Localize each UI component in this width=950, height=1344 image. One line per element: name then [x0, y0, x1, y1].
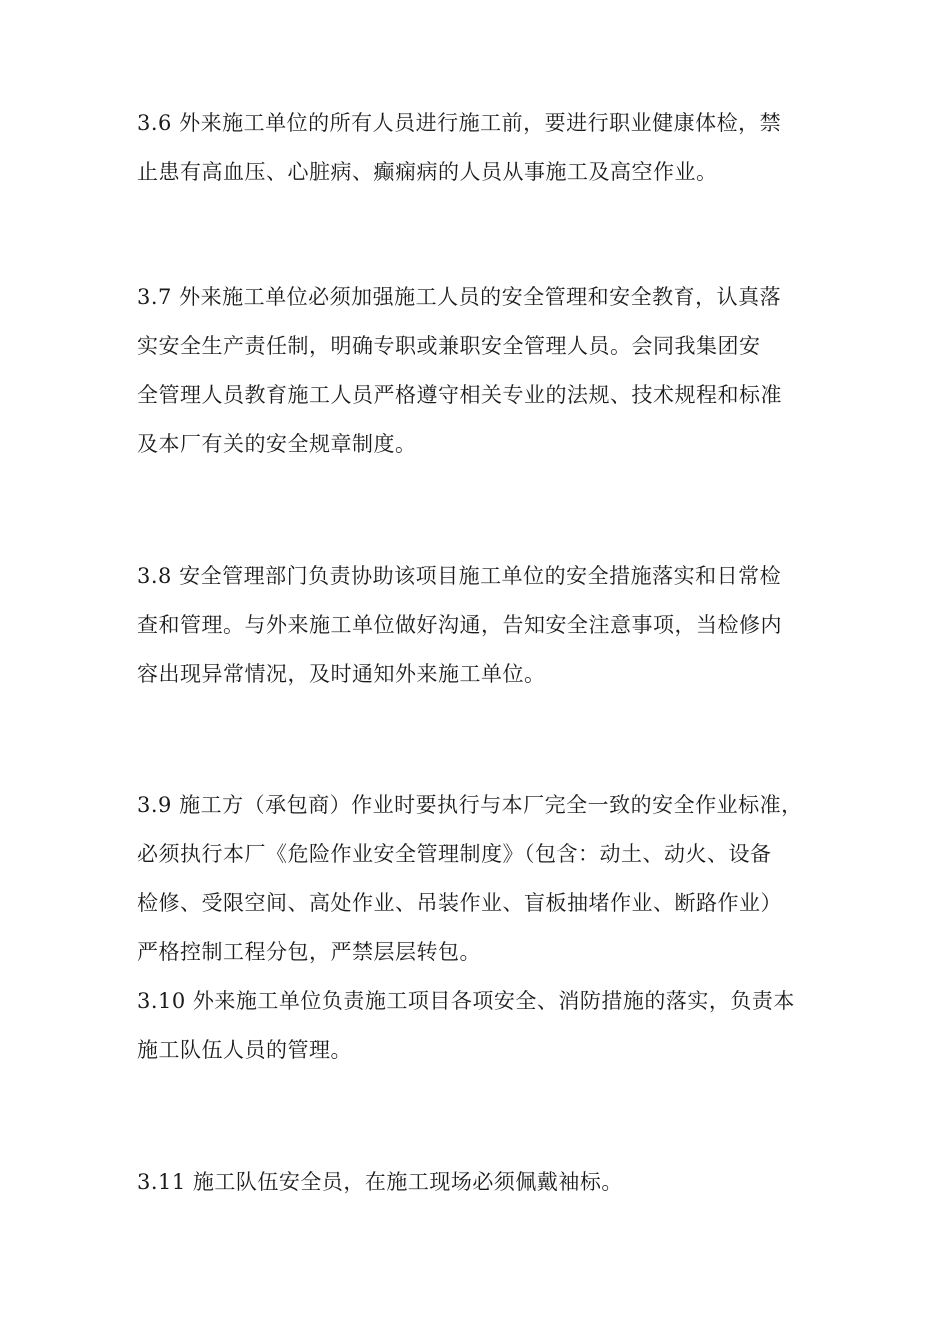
text-line: 3.8 安全管理部门负责协助该项目施工单位的安全措施落实和日常检: [137, 564, 782, 588]
text-line: 实安全生产责任制，明确专职或兼职安全管理人员。会同我集团安: [137, 334, 761, 358]
text-line: 3.9 施工方（承包商）作业时要执行与本厂完全一致的安全作业标准，: [137, 793, 803, 817]
text-line: 必须执行本厂《危险作业安全管理制度》（包含：动土、动火、设备: [137, 842, 772, 866]
text-line: 3.7 外来施工单位必须加强施工人员的安全管理和安全教育，认真落: [137, 285, 782, 309]
text-line: 容出现异常情况，及时通知外来施工单位。: [137, 662, 546, 686]
text-line: 严格控制工程分包，严禁层层转包。: [137, 940, 481, 964]
text-line: 止患有高血压、心脏病、癫痫病的人员从事施工及高空作业。: [137, 160, 718, 184]
text-line: 3.10 外来施工单位负责施工项目各项安全、消防措施的落实，负责本: [137, 989, 795, 1013]
text-line: 3.11 施工队伍安全员，在施工现场必须佩戴袖标。: [137, 1170, 623, 1194]
text-line: 施工队伍人员的管理。: [137, 1038, 352, 1062]
text-line: 及本厂有关的安全规章制度。: [137, 432, 417, 456]
text-line: 检修、受限空间、高处作业、吊装作业、盲板抽堵作业、断路作业）: [137, 891, 782, 915]
text-line: 3.6 外来施工单位的所有人员进行施工前，要进行职业健康体检，禁: [137, 111, 782, 135]
text-line: 全管理人员教育施工人员严格遵守相关专业的法规、技术规程和标准: [137, 383, 782, 407]
text-line: 查和管理。与外来施工单位做好沟通，告知安全注意事项，当检修内: [137, 613, 782, 637]
